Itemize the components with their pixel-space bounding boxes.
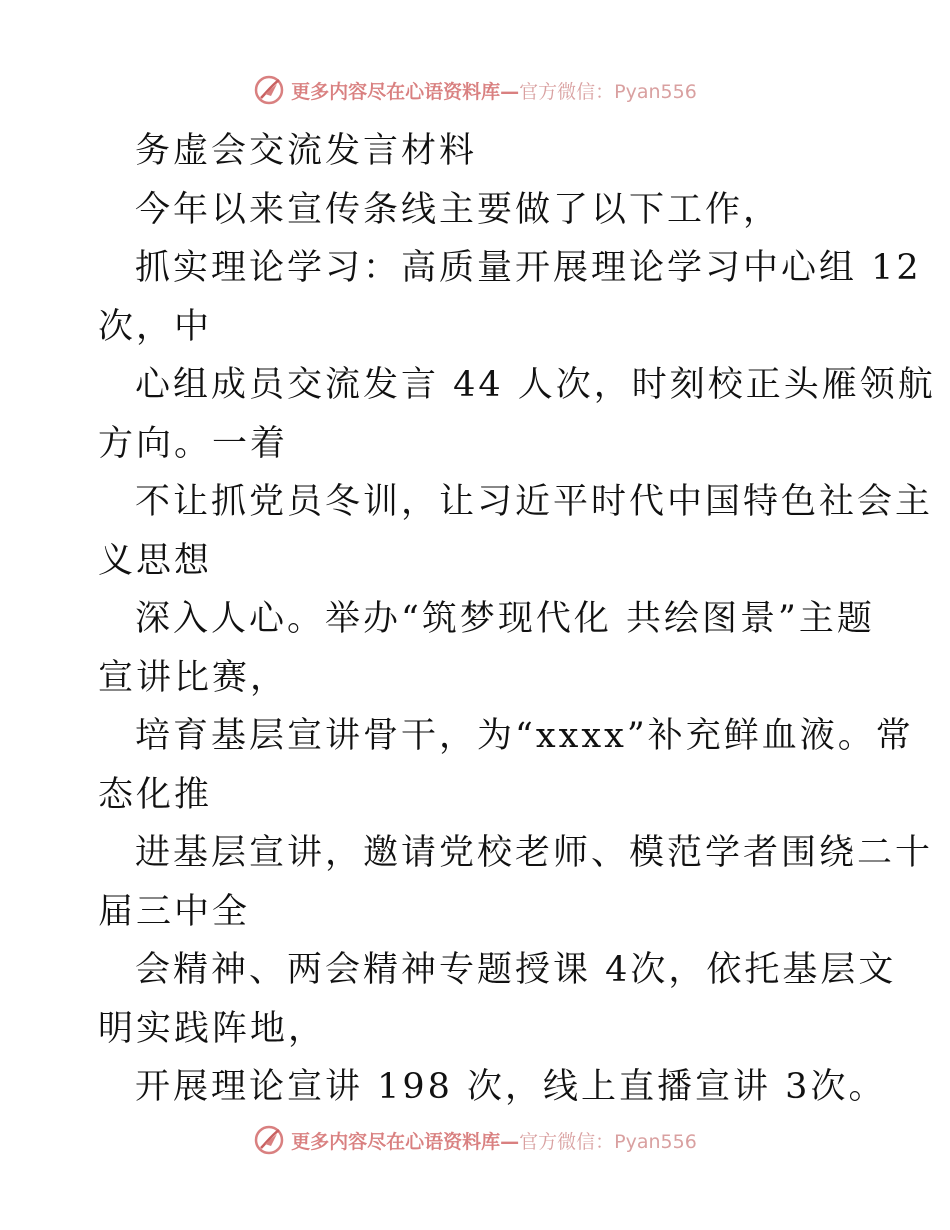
feather-seal-icon [253,1124,285,1156]
watermark-suffix: 官方微信：Pyan556 [519,1130,697,1153]
watermark-text: 更多内容尽在心语资料库— [291,1130,520,1153]
watermark-header [0,70,950,110]
paragraph-line: 宣讲比赛， [98,657,289,698]
paragraph-line: 不让抓党员冬训，让习近平时代中国特色社会主 [135,482,934,522]
watermark-text: 更多内容尽在心语资料库— [291,80,520,103]
paragraph-line: 深入人心。举办“筑梦现代化 共绘图景”主题 [135,599,875,639]
document-body [98,122,936,1117]
feather-seal-icon [253,74,285,106]
paragraph-line: 进基层宣讲，邀请党校老师、模范学者围绕二十 [135,833,934,873]
paragraph-line: 届三中全 [98,891,251,932]
paragraph-line: 务虚会交流发言材料 [135,131,478,171]
paragraph-line: 会精神、两会精神专题授课 4次，依托基层文 [135,950,897,990]
paragraph-line: 态化推 [98,774,213,815]
paragraph-line: 今年以来宣传条线主要做了以下工作， [135,189,782,230]
paragraph-line: 抓实理论学习：高质量开展理论学习中心组 12 [135,248,922,288]
paragraph-line: 方向。一着 [98,423,289,464]
paragraph-line: 次，中 [98,306,213,347]
paragraph-line: 开展理论宣讲 198 次，线上直播宣讲 3次。 [135,1067,887,1107]
paragraph-line: 明实践阵地， [98,1008,327,1049]
paragraph-line: 心组成员交流发言 44 人次，时刻校正头雁领航 [135,365,936,405]
watermark-suffix: 官方微信：Pyan556 [519,80,697,103]
paragraph-line: 培育基层宣讲骨干，为“xxxx”补充鲜血液。常 [135,716,914,756]
watermark-footer [0,1120,950,1160]
paragraph-line: 义思想 [98,540,213,581]
